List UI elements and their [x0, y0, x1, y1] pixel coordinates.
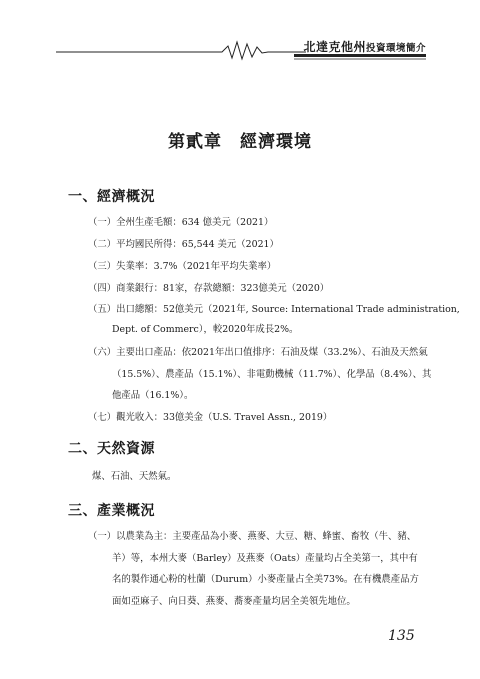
economy-item-unemployment: （三）失業率：3.7%（2021年平均失業率）	[88, 261, 277, 272]
header-title-main: 北達克他州	[303, 40, 366, 54]
page-number: 135	[388, 628, 415, 644]
industry-item-agriculture-cont1: 羊）等，本州大麥（Barley）及燕麥（Oats）產量均占全美第一，其中有	[112, 553, 418, 564]
economy-item-exports: （五）出口總額：52億美元（2021年, Source: International Trade administration,	[88, 304, 460, 315]
header-title-sub: 投資環境簡介	[365, 43, 426, 54]
economy-item-exports-cont: Dept. of Commerc），較2020年成長2%。	[112, 324, 299, 335]
industry-item-agriculture-cont2: 名的製作通心粉的杜蘭（Durum）小麥產量占全美73%。在有機農產品方	[112, 574, 419, 585]
economy-item-main-exports-cont2: 他產品（16.1%）。	[112, 390, 194, 401]
economy-item-tourism: （七）觀光收入：33億美金（U.S. Travel Assn., 2019）	[88, 412, 333, 423]
industry-item-agriculture: （一）以農業為主：主要產品為小麥、燕麥、大豆、糖、蜂蜜、畜牧（牛、豬、	[88, 531, 417, 542]
running-header	[56, 36, 426, 62]
section-heading-resources: 二、天然資源	[68, 441, 155, 457]
section-heading-industry: 三、產業概況	[68, 503, 155, 519]
chapter-title: 第貳章 經濟環境	[168, 132, 312, 152]
resources-text: 煤、石油、天然氣。	[92, 471, 177, 482]
header-title	[303, 38, 426, 55]
section-heading-economy: 一、經濟概況	[68, 189, 155, 205]
economy-item-main-exports-cont1: （15.5%）、農產品（15.1%）、非電動機械（11.7%）、化學品（8.4%）、其	[112, 369, 432, 380]
economy-item-main-exports: （六）主要出口產品：依2021年出口值排序：石油及煤（33.2%）、石油及天然氣	[88, 347, 428, 358]
industry-item-agriculture-cont3: 面如亞麻子、向日葵、燕麥、蕎麥產量均居全美領先地位。	[112, 596, 356, 607]
economy-item-banks: （四）商業銀行：81家，存款總額：323億美元（2020）	[88, 283, 330, 294]
economy-item-gdp: （一）全州生產毛額：634 億美元（2021）	[88, 217, 274, 228]
economy-item-income: （二）平均國民所得：65,544 美元（2021）	[88, 239, 279, 250]
